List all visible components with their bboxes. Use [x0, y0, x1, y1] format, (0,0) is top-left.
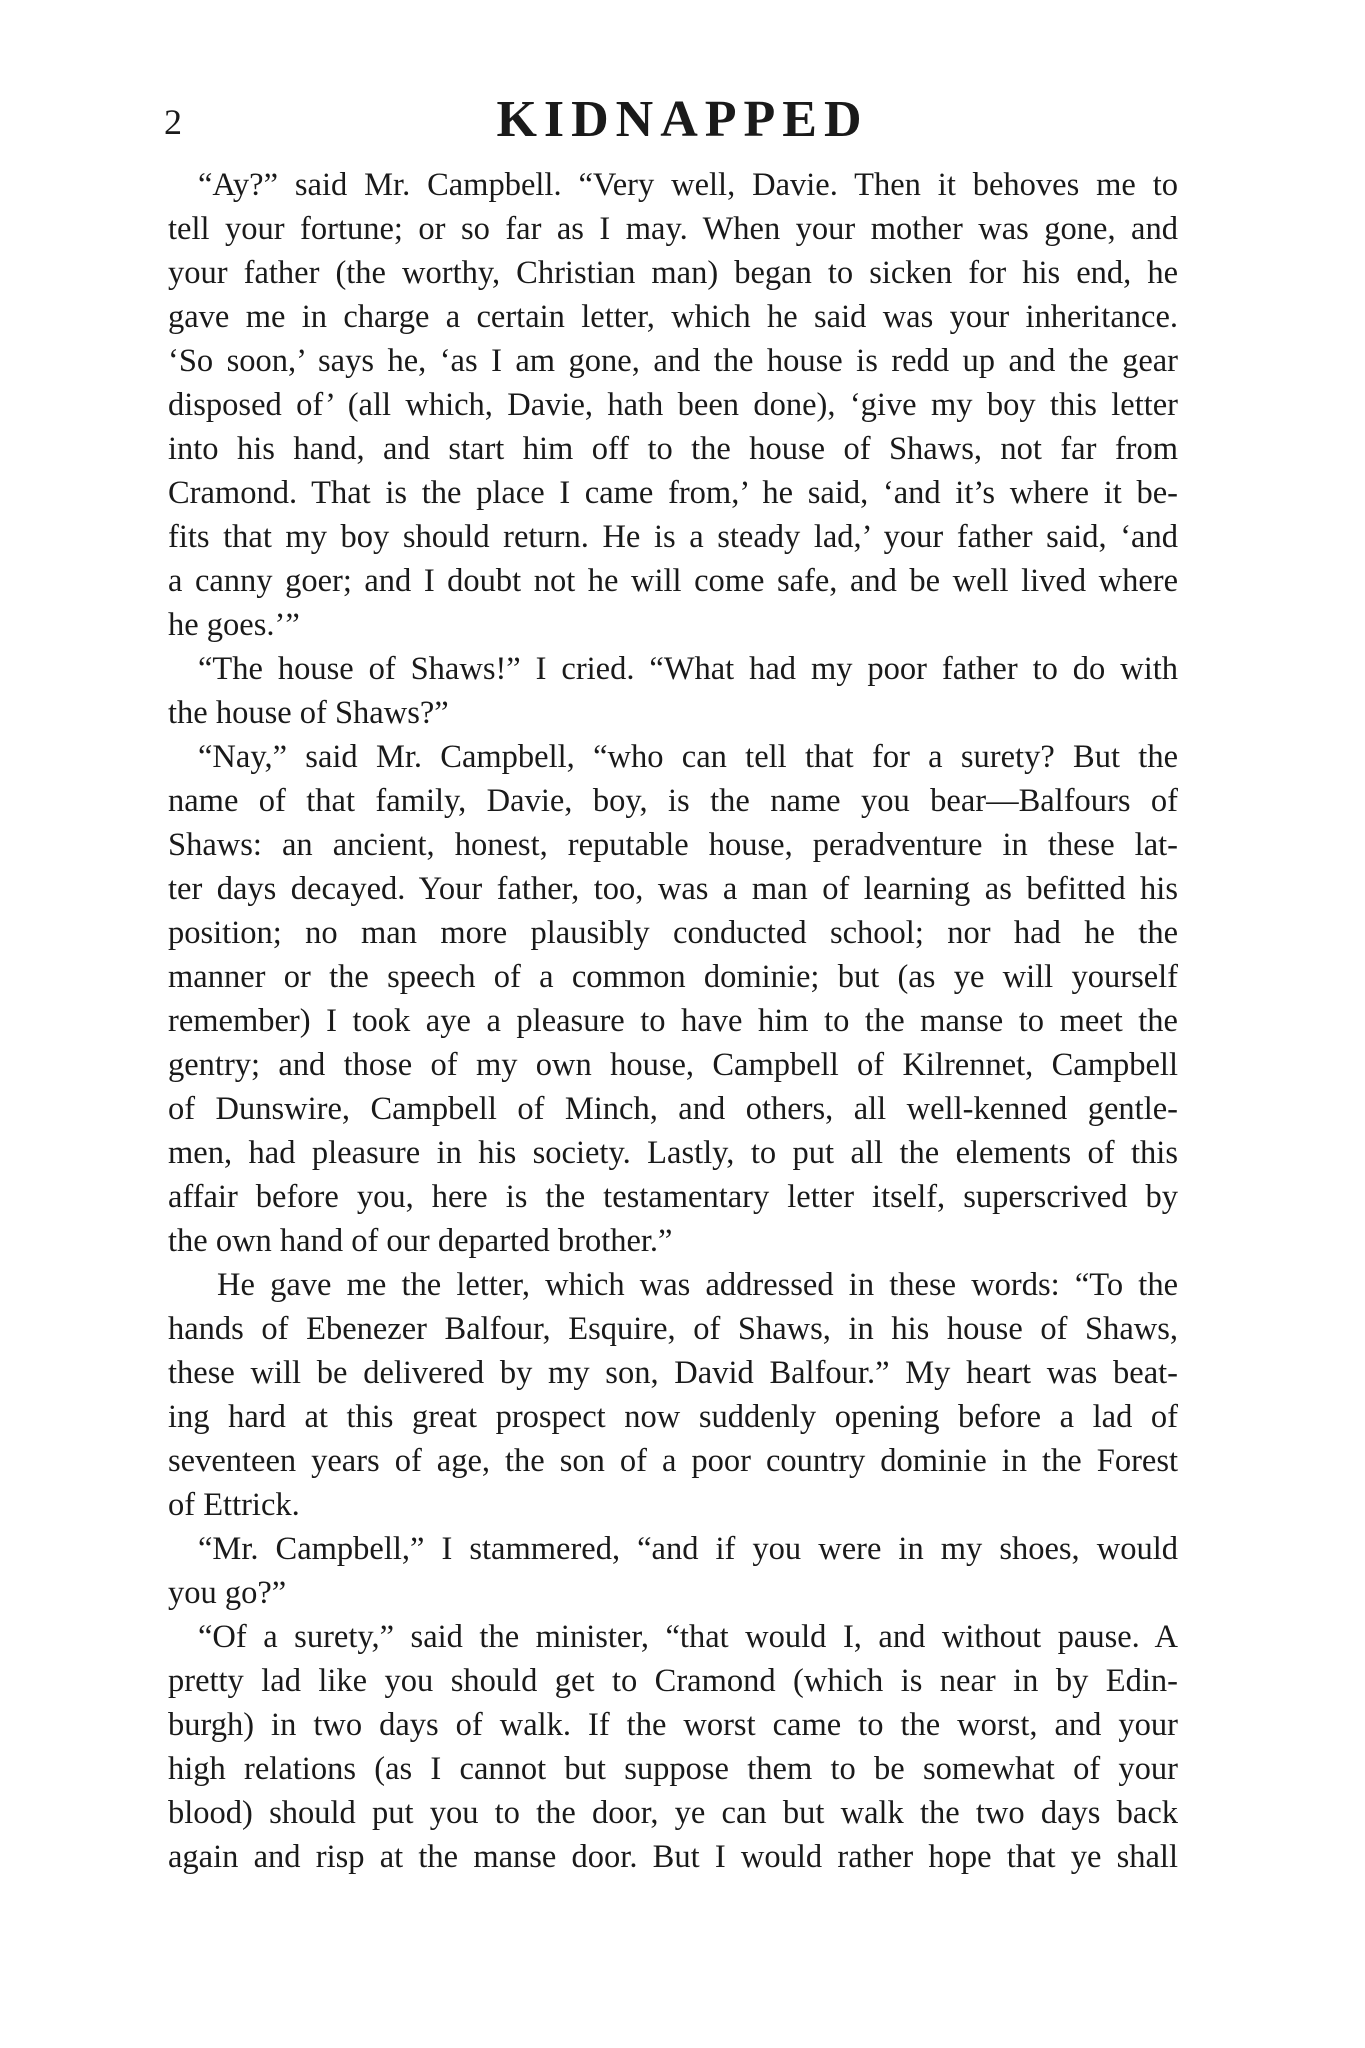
- text-line: “The house of Shaws!” I cried. “What had my poor father to do with: [198, 651, 1178, 687]
- text-line: pretty lad like you should get to Cramond (which is near in by Edin-: [168, 1663, 1178, 1699]
- text-line: high relations (as I cannot but suppose them to be somewhat of your: [168, 1751, 1178, 1787]
- text-line: disposed of’ (all which, Davie, hath been done), ‘give my boy this letter: [168, 387, 1178, 423]
- text-line: manner or the speech of a common dominie; but (as ye will yourself: [168, 959, 1178, 995]
- text-line: “Nay,” said Mr. Campbell, “who can tell that for a surety? But the: [198, 739, 1178, 775]
- text-line: “Ay?” said Mr. Campbell. “Very well, Davie. Then it behoves me to: [198, 167, 1178, 203]
- text-line: again and risp at the manse door. But I would rather hope that ye shall: [168, 1839, 1178, 1875]
- text-line: you go?”: [168, 1575, 287, 1611]
- text-line: of Dunswire, Campbell of Minch, and others, all well-kenned gentle-: [168, 1091, 1178, 1127]
- text-line: a canny goer; and I doubt not he will come safe, and be well lived where: [168, 563, 1178, 599]
- text-line: the house of Shaws?”: [168, 695, 449, 731]
- text-line: men, had pleasure in his society. Lastly, to put all the elements of this: [168, 1135, 1178, 1171]
- text-line: blood) should put you to the door, ye can but walk the two days back: [168, 1795, 1178, 1831]
- text-line: these will be delivered by my son, David Balfour.” My heart was beat-: [168, 1355, 1178, 1391]
- text-line: ing hard at this great prospect now suddenly opening before a lad of: [168, 1399, 1178, 1435]
- text-line: tell your fortune; or so far as I may. When your mother was gone, and: [168, 211, 1178, 247]
- text-line: name of that family, Davie, boy, is the name you bear—Balfours of: [168, 783, 1178, 819]
- page-number: 2: [164, 102, 182, 142]
- text-line: Cramond. That is the place I came from,’ he said, ‘and it’s where it be-: [168, 475, 1178, 511]
- text-line: “Of a surety,” said the minister, “that would I, and without pause. A: [198, 1619, 1178, 1655]
- text-line: into his hand, and start him off to the house of Shaws, not far from: [168, 431, 1178, 467]
- text-line: the own hand of our departed brother.”: [168, 1223, 673, 1259]
- text-line: gentry; and those of my own house, Campbell of Kilrennet, Campbell: [168, 1047, 1178, 1083]
- text-line: ter days decayed. Your father, too, was a man of learning as befitted his: [168, 871, 1178, 907]
- text-line: seventeen years of age, the son of a poor country dominie in the Forest: [168, 1443, 1178, 1479]
- text-line: position; no man more plausibly conducted school; nor had he the: [168, 915, 1178, 951]
- text-line: ‘So soon,’ says he, ‘as I am gone, and the house is redd up and the gear: [168, 343, 1178, 379]
- running-head: KIDNAPPED: [496, 91, 869, 148]
- text-line: “Mr. Campbell,” I stammered, “and if you were in my shoes, would: [198, 1531, 1178, 1567]
- text-line: He gave me the letter, which was addressed in these words: “To the: [217, 1267, 1178, 1303]
- text-line: burgh) in two days of walk. If the worst came to the worst, and your: [168, 1707, 1178, 1743]
- text-line: remember) I took aye a pleasure to have him to the manse to meet the: [168, 1003, 1178, 1039]
- text-line: he goes.’”: [168, 607, 300, 643]
- body-text: [168, 163, 1178, 1879]
- text-line: hands of Ebenezer Balfour, Esquire, of Shaws, in his house of Shaws,: [168, 1311, 1178, 1347]
- text-line: affair before you, here is the testamentary letter itself, superscrived by: [168, 1179, 1178, 1215]
- text-line: fits that my boy should return. He is a steady lad,’ your father said, ‘and: [168, 519, 1178, 555]
- text-line: of Ettrick.: [168, 1487, 300, 1523]
- text-line: Shaws: an ancient, honest, reputable house, peradventure in these lat-: [168, 827, 1178, 863]
- text-line: gave me in charge a certain letter, which he said was your inheritance.: [168, 299, 1178, 335]
- text-line: your father (the worthy, Christian man) began to sicken for his end, he: [168, 255, 1178, 291]
